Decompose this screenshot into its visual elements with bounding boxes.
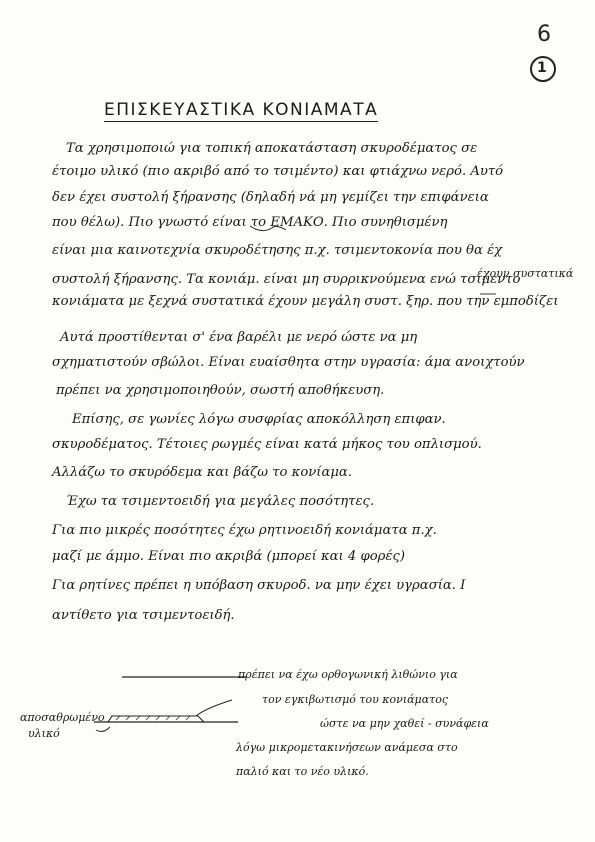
page-number: 6 <box>537 22 551 47</box>
text-line: συστολή ξήρανσης. Τα κονιάμ. είναι μη συρρικνούμενα ενώ τσιμεντο <box>52 272 521 287</box>
text-line: Αυτά προστίθενται σ' ένα βαρέλι με νερό ώστε να μη <box>60 330 418 345</box>
sketch-note-line: τον εγκιβωτισμό του κονιάματος <box>262 693 449 706</box>
text-line: δεν έχει συστολή ξήρανσης (δηλαδή νά μη γεμίζει την επιφάνεια <box>52 190 489 205</box>
ampersand-mark <box>250 226 286 231</box>
overline-note: έχουν συστατικά <box>477 267 574 280</box>
hatching <box>116 716 190 720</box>
circled-number-text: 1 <box>537 60 547 76</box>
text-line: που θέλω). Πιο γνωστό είναι το ΕΜΑΚΟ. Πιο συνηθισμένη <box>52 215 448 230</box>
text-line: Επίσης, σε γωνίες λόγω συσφρίας αποκόλληση επιφαν. <box>72 412 446 427</box>
sketch-note-line: ώστε να μην χαθεί - συνάφεια <box>320 717 489 730</box>
text-line: μαζί με άμμο. Είναι πιο ακριβά (μπορεί και 4 φορές) <box>52 549 405 564</box>
sketch-note-line: πρέπει να έχω ορθογωνική λιθώνιο για <box>238 668 458 681</box>
sketch-label: υλικό <box>28 727 60 740</box>
sketch-note-line: λόγω μικρομετακινήσεων ανάμεσα στο <box>236 741 458 754</box>
text-line: Για πιο μικρές ποσότητες έχω ρητινοειδή κονιάματα π.χ. <box>52 523 437 538</box>
note-arrow <box>196 700 232 716</box>
text-line: Αλλάζω το σκυρόδεμα και βάζω το κονίαμα. <box>52 465 353 480</box>
page-title: ΕΠΙΣΚΕΥΑΣΤΙΚΑ ΚΟΝΙΑΜΑΤΑ <box>104 100 379 120</box>
sketch-label: αποσαθρωμένο <box>20 711 105 724</box>
text-line: σχηματιστούν σβώλοι. Είναι ευαίσθητα στην υγρασία: άμα ανοιχτούν <box>52 355 525 370</box>
text-line: Τα χρησιμοποιώ για τοπική αποκατάσταση σκυροδέματος σε <box>66 141 478 156</box>
text-line: κονιάματα με ξεχνά συστατικά έχουν μεγάλη συστ. ξηρ. που την εμποδίζει <box>52 294 559 309</box>
text-line: Για ρητίνες πρέπει η υπόβαση σκυροδ. να μην έχει υγρασία. Ι <box>52 578 466 593</box>
label-arrow <box>96 727 110 731</box>
sketch-note-line: παλιό και το νέο υλικό. <box>236 765 369 778</box>
text-line: Έχω τα τσιμεντοειδή για μεγάλες ποσότητες. <box>66 494 375 509</box>
text-line: έτοιμο υλικό (πιο ακριβό από το τσιμέντο) και φτιάχνω νερό. Αυτό <box>52 164 504 179</box>
text-line: είναι μια καινοτεχνία σκυροδέτησης π.χ. τσιμεντοκονία που θα έχ <box>52 243 503 258</box>
text-line: σκυροδέματος. Τέτοιες ρωγμές είναι κατά μήκος του οπλισμού. <box>52 437 482 452</box>
text-line: αντίθετο για τσιμεντοειδή. <box>52 608 235 623</box>
text-line: πρέπει να χρησιμοποιηθούν, σωστή αποθήκευση. <box>56 383 385 398</box>
